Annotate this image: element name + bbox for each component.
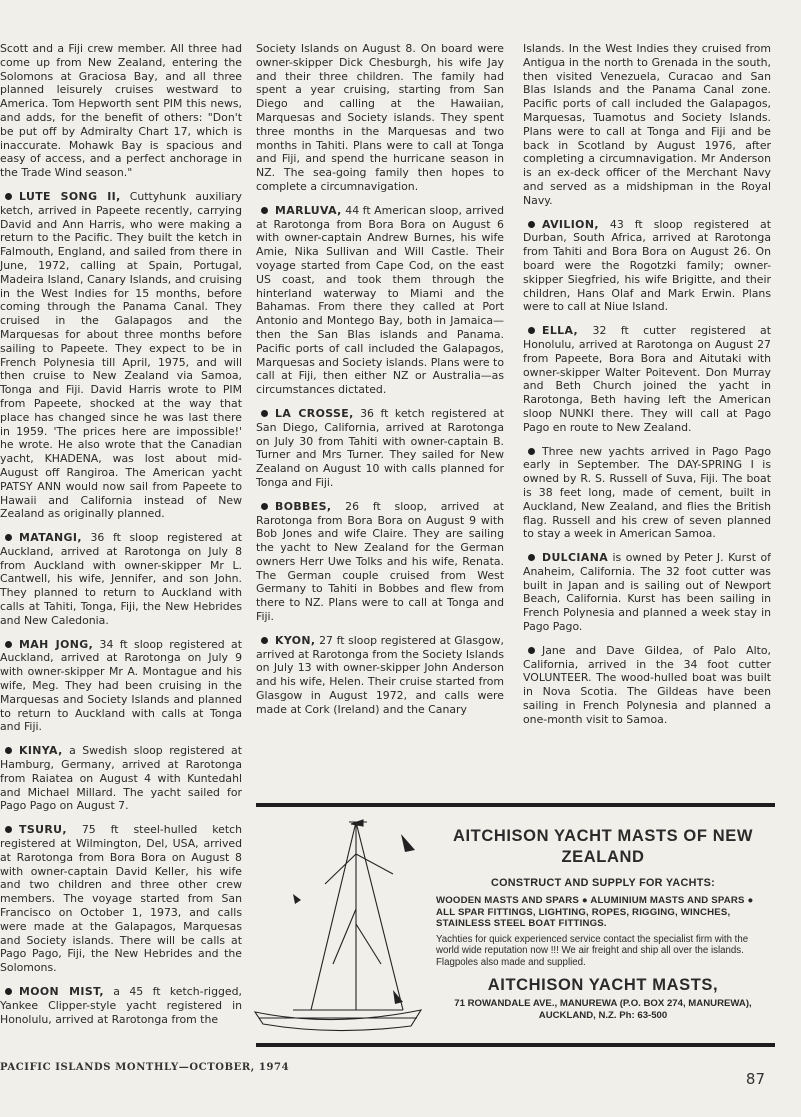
bullet-icon — [261, 637, 268, 644]
yacht-entry-text: 36 ft sloop registered at Auckland, arrived at Rarotonga on July 8 from Auckland with owner-skipper Mr L. Cantwell, his wife, Jennifer, and son John. They planned to return to Auckland with calls at Tahiti, Tonga, Fiji, the New Hebrides and New Caledonia. — [0, 531, 242, 627]
article-column-1 — [0, 42, 242, 1047]
yacht-entries — [523, 218, 771, 727]
article-column-3 — [523, 42, 771, 797]
bullet-icon — [261, 410, 268, 417]
yacht-entry-text: Jane and Dave Gildea, of Palo Alto, California, arrived in the 34 foot cutter VOLUNTEER. The wood-hulled boat was built in Nova Scotia. The Gildeas have been sailing in French Polynesia and planned a one-month visit to Samoa. — [523, 643, 771, 726]
yacht-entry-text: a 45 ft ketch-rigged, Yankee Clipper-style yacht registered in Honolulu, arrived at Rarotonga from the — [0, 985, 242, 1026]
yacht-entry — [523, 324, 771, 434]
ad-title: AITCHISON YACHT MASTS OF NEW ZEALAND — [452, 827, 754, 866]
bullet-icon — [528, 327, 535, 334]
publication-footer: PACIFIC ISLANDS MONTHLY—OCTOBER, 1974 — [0, 1062, 290, 1073]
bullet-icon — [5, 193, 12, 200]
yacht-entry-text: 27 ft sloop registered at Glasgow, arrived at Rarotonga from the Society Islands on July 13 with owner-skipper John Anderson and his wife, Helen. Their cruise started from Glasgow in August 1972, and calls were made at Cork (Ireland) and the Canary — [256, 633, 504, 716]
yacht-entry — [256, 634, 504, 717]
yacht-name: AVILION, — [542, 217, 599, 231]
advertisement — [436, 826, 770, 1022]
yacht-entries — [256, 204, 504, 717]
yacht-entry — [0, 744, 242, 813]
yacht-entry — [0, 190, 242, 521]
bullet-icon — [5, 988, 12, 995]
yacht-entry-text: 36 ft ketch registered at San Diego, California, arrived at Rarotonga on July 30 from Tahiti with owner-captain B. Turner and Mrs Turner. They sailed for New Zealand on August 10 with calls planned for Tonga and Fiji. — [256, 406, 504, 489]
yacht-name: DULCIANA — [542, 551, 609, 565]
ad-subtitle: CONSTRUCT AND SUPPLY FOR YACHTS: — [491, 877, 715, 889]
yacht-name: MAH JONG, — [19, 637, 94, 651]
bullet-icon — [5, 826, 12, 833]
yacht-entry-text: 75 ft steel-hulled ketch registered at Wilmington, Del, USA, arrived at Rarotonga from Bora Bora on August 8 with owner-captain David Keller, his wife and two children and three other crew members. The voyage started from San Francisco on October 1, 1973, and calls were made at the Galapagos, Marquesas and Society islands. There will be calls at Pago Pago, Fiji, the New Hebrides and the Solomons. — [0, 823, 242, 975]
yacht-name: MARLUVA, — [275, 203, 342, 217]
ad-brand: AITCHISON YACHT MASTS, — [487, 976, 719, 994]
bullet-icon — [5, 641, 12, 648]
bullet-icon — [261, 207, 268, 214]
bullet-icon — [528, 221, 535, 228]
yacht-entry-text: Cuttyhunk auxiliary ketch, arrived in Papeete recently, carrying David and Ann Harris, who were making a return to the Pacific. They built the ketch in Falmouth, England, and sailed from there in June, 1972, calling at Spain, Portugal, Madeira Island, Canary Islands, and cruising in the West Indies for 15 months, before coming through the Panama Canal. They cruised in the Galapagos and the Marquesas for about three months before sailing to Papeete. They expect to be in French Polynesia till April, 1975, and will then cruise to New Zealand via Samoa, Tonga and Fiji. David Harris wrote to PIM from Papeete, shocked at the way that place has changed since he was last there in 1959. 'The prices here are impossible!' he wrote. He also wrote that the Canadian yacht, KHADENA, was lost about mid-August off Rangiroa. The American yacht PATSY ANN would now sail from Papeete to Hawaii and California instead of New Zealand as originally planned. — [0, 189, 242, 521]
ad-body: Yachties for quick experienced service contact the specialist firm with the world wide reputation now !!! We air freight and ship all over the islands. Flagpoles also made and supplied. — [436, 933, 749, 968]
yacht-entries — [0, 190, 242, 1026]
yacht-name: MATANGI, — [19, 531, 82, 545]
yacht-name: LA CROSSE, — [275, 406, 354, 420]
column-intro: Scott and a Fiji crew member. All three had come up from New Zealand, entering the Solomons at Graciosa Bay, and all three planned leisurely cruises westward to America. Tom Hepworth sent PIM this news, and adds, for the benefit of others: "Don't be put off by Admiralty Chart 17, which is inaccurate. Mohawk Bay is spacious and easy of access, and a perfect anchorage in the Trade Wind season." — [0, 42, 242, 180]
yacht-entry-text: 34 ft sloop registered at Auckland, arrived at Rarotonga on July 9 with owner-skipper Mr A. Montague and his wife, Meg. They had been cruising in the Marquesas and Society Islands and planned to return to Auckland with calls at Tonga and Fiji. — [0, 637, 242, 734]
bullet-icon — [528, 448, 535, 455]
yacht-entry — [256, 500, 504, 624]
bullet-icon — [261, 503, 268, 510]
yacht-name: LUTE SONG II, — [19, 189, 121, 203]
yacht-entry — [523, 644, 771, 727]
yacht-entry-text: 44 ft American sloop, arrived at Rarotonga from Bora Bora on August 6 with owner-captain Andrew Burnes, his wife Amie, Nika Sullivan and Will Castle. Their voyage started from Cape Cod, on the east US coast, and took them through the hinterland waterway to Miami and the Bahamas. From there they called at Port Antonio and Montego Bay, both in Jamaica—then the San Blas islands and Panama. Pacific ports of call included the Galapagos, Marquesas and Society islands. Plans were to call at Fiji, then either NZ or Australia—as circumstances dictated. — [256, 203, 504, 397]
column-intro: Islands. In the West Indies they cruised from Antigua in the north to Grenada in the south, then visited Venezuela, Curacao and San Blas Islands and the Panama Canal zone. Pacific ports of call included the Galapagos, Marquesas, Tuamotus and Society Islands. Plans were to call at Tonga and Fiji and be back in Scotland by August 1976, after completing a circumnavigation. Mr Anderson is an ex-deck officer of the Merchant Navy and served as a midshipman in the Royal Navy. — [523, 42, 771, 207]
ad-top-rule — [256, 803, 775, 807]
yacht-name: TSURU, — [19, 823, 67, 837]
bullet-icon — [528, 647, 535, 654]
yacht-name: ELLA, — [542, 324, 579, 338]
yacht-sail-plan-icon — [253, 814, 423, 1036]
ad-bottom-rule — [256, 1043, 775, 1047]
yacht-entry-text: a Swedish sloop registered at Hamburg, Germany, arrived at Rarotonga from Raiatea on August 4 with Kuntedahl and Michael Millard. The yacht sailed for Pago Pago on August 7. — [0, 744, 242, 813]
yacht-entry-text: is owned by Peter J. Kurst of Anaheim, California. The 32 foot cutter was built in Japan and is sailing out of Newport Beach, California. Kurst has been sailing in French Polynesia and planned a week stay in Pago Pago. — [523, 551, 771, 634]
ad-products: WOODEN MASTS AND SPARS ● ALUMINIUM MASTS AND SPARS ● ALL SPAR FITTINGS, LIGHTING, ROPES, RIGGING, WINCHES, STAINLESS STEEL BOAT FITTINGS. — [436, 895, 754, 930]
column-intro: Society Islands on August 8. On board were owner-skipper Dick Chesburgh, his wife Jay and their three children. The family had spent a year cruising, starting from San Diego and calling at the Hawaiian, Marquesas and Society islands. They spent three months in the Marquesas and two months in Tahiti. Plans were to call at Tonga and Fiji, and spend the hurricane season in NZ. The sea-going family then hopes to complete a circumnavigation. — [256, 42, 504, 193]
yacht-entry — [0, 531, 242, 628]
yacht-name: KINYA, — [19, 744, 63, 758]
yacht-name: KYON, — [275, 633, 316, 647]
article-column-2 — [256, 42, 504, 797]
ad-address-line-1: 71 ROWANDALE AVE., MANUREWA (P.O. BOX 274, MANUREWA), — [454, 998, 752, 1009]
bullet-icon — [528, 554, 535, 561]
yacht-entry — [0, 985, 242, 1026]
yacht-name: BOBBES, — [275, 499, 332, 513]
page-number: 87 — [745, 1070, 765, 1088]
yacht-entry-text: Three new yachts arrived in Pago Pago early in September. The DAY-SPRING I is owned by R. S. Russell of Suva, Fiji. The boat is 38 feet long, made of cement, built in Auckland, New Zealand, and flies the British flag. Russell and his crew of seven planned to stay a week in American Samoa. — [523, 444, 771, 541]
yacht-entry-text: 43 ft sloop registered at Durban, South Africa, arrived at Rarotonga from Tahiti and Bora Bora on August 26. On board were the Rogotzki family; owner-skipper Siegfried, his wife Brigitte, and their children, Hans Olaf and Mark Erwin. Plans were to call at Niue Island. — [523, 217, 771, 314]
yacht-entry — [0, 823, 242, 975]
yacht-entry-text: 26 ft sloop, arrived at Rarotonga from Bora Bora on August 9 with Bob Jones and wife Claire. They are sailing the yacht to New Zealand for the German owners Herr Uwe Tolks and his wife, Renata. The German couple cruised from West Germany to Tahiti in Bobbes and flew from there to NZ. Plans were to call at Tonga and Fiji. — [256, 499, 504, 624]
yacht-entry-text: 32 ft cutter registered at Honolulu, arrived at Rarotonga on August 27 from Papeete, Bora Bora and Aitutaki with owner-skipper Walter Poitevent. Don Murray and Beth Church joined the yacht in Rarotonga, Beth having left the American sloop NUNKI there. They will call at Pago Pago en route to New Zealand. — [523, 324, 771, 434]
yacht-name: MOON MIST, — [19, 985, 104, 998]
yacht-entry — [523, 445, 771, 542]
bullet-icon — [5, 747, 12, 754]
ad-address-line-2: AUCKLAND, N.Z. Ph: 63-500 — [538, 1010, 668, 1021]
yacht-entry — [523, 218, 771, 315]
bullet-icon — [5, 534, 12, 541]
yacht-entry — [256, 407, 504, 490]
yacht-entry — [256, 204, 504, 397]
yacht-entry — [0, 638, 242, 735]
yacht-entry — [523, 551, 771, 634]
